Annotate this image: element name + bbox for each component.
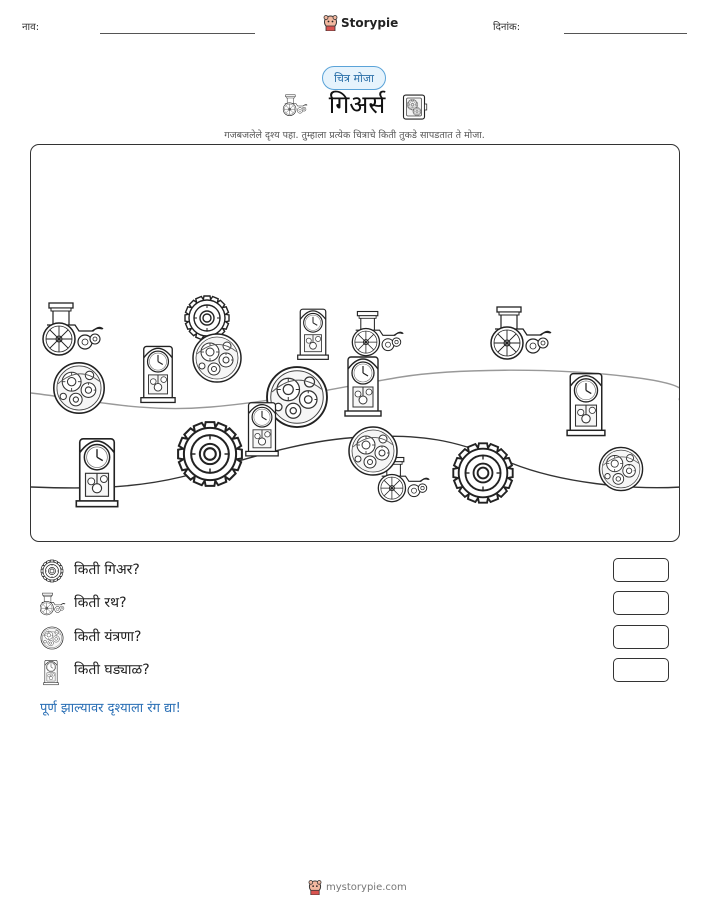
question-text: किती गिअर? [74, 562, 140, 578]
page-title: गिअर्स [328, 90, 386, 119]
name-line[interactable] [100, 33, 255, 34]
question-text: किती रथ? [74, 595, 127, 611]
brand-name: Storypie [341, 16, 399, 30]
name-label: नाव: [22, 22, 40, 33]
clock-1 [141, 346, 175, 402]
chariot-icon [280, 94, 312, 118]
footer-site: mystorypie.com [326, 882, 407, 893]
mechanism-4 [349, 427, 397, 475]
question-text: किती यंत्रणा? [74, 629, 142, 645]
answer-box-mechanisms[interactable] [613, 625, 669, 649]
question-row-clocks [40, 658, 670, 684]
clock-icon [40, 658, 62, 686]
instructions: गजबजलेले दृश्य पहा. तुम्हाला प्रत्येक चित्राचे किती तुकडे सापडतात ते मोजा. [224, 130, 485, 141]
gear-3 [453, 443, 512, 502]
question-row-chariots [40, 591, 670, 617]
storypie-mascot-icon [308, 880, 322, 895]
mechanism-2 [193, 334, 241, 382]
question-row-mechanisms [40, 625, 670, 651]
clock-5 [76, 439, 117, 507]
clock-4 [246, 403, 278, 456]
brand-logo [323, 13, 398, 33]
gear-1 [185, 296, 229, 340]
mechanism-icon [40, 625, 64, 651]
coloring-note: पूर्ण झाल्यावर दृश्याला रंग द्या! [40, 701, 181, 716]
answer-box-clocks[interactable] [613, 658, 669, 682]
clock-3 [345, 357, 381, 416]
gear-2 [178, 422, 242, 486]
chariot-icon [40, 591, 66, 617]
chariot-1 [43, 303, 103, 355]
gear-icon [40, 558, 64, 584]
storypie-mascot-icon [323, 15, 338, 31]
clock-2 [298, 309, 329, 359]
date-label: दिनांक: [493, 22, 521, 33]
mechanism-1 [54, 363, 104, 413]
mechanism-5 [599, 447, 642, 490]
counting-scene [30, 144, 680, 542]
question-text: किती घड्याळ? [74, 662, 150, 678]
question-row-gears [40, 558, 670, 584]
chariot-2 [352, 312, 403, 356]
answer-box-chariots[interactable] [613, 591, 669, 615]
gear-box-icon [400, 92, 428, 122]
category-badge: चित्र मोजा [322, 66, 386, 90]
answer-box-gears[interactable] [613, 558, 669, 582]
chariot-3 [491, 307, 551, 359]
date-line[interactable] [564, 33, 687, 34]
clock-6 [567, 374, 605, 436]
footer-brand [308, 880, 407, 895]
